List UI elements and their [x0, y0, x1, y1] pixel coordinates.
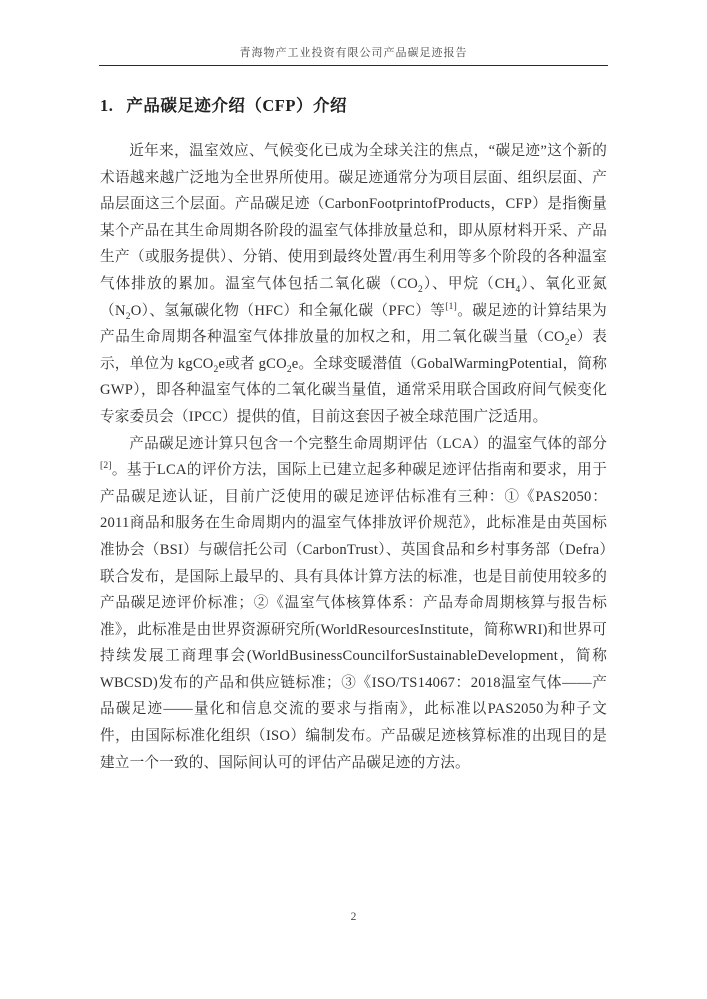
- text-column: [100, 138, 607, 776]
- page-number: 2: [350, 911, 357, 923]
- document-body: [0, 95, 707, 776]
- section-number: 1.: [100, 96, 114, 115]
- header-title: 青海物产工业投资有限公司产品碳足迹报告: [239, 47, 468, 59]
- page-header: [0, 0, 707, 66]
- page-footer: [0, 907, 707, 925]
- paragraph-intro-carbon-footprint: 近年来，温室效应、气候变化已成为全球关注的焦点，“碳足迹”这个新的术语越来越广泛地为全世界所使用。碳足迹通常分为项目层面、组织层面、产品层面这三个层面。产品碳足迹（CarbonFootprintofProducts，CFP）是指衡量某个产品在其生命周期各阶段的温室气体排放量总和，即从原材料开采、产品生产（或服务提供）、分销、使用到最终处置/再生利用等多个阶段的各种温室气体排放的累加。温室气体包括二氧化碳$(CO_2)$、甲烷$(CH_4)$、氧化亚氮$(N_2O)$、氢氟碳化物（HFC）和全氟化碳（PFC）等[1]。碳足迹的计算结果为产品生命周期各种温室气体排放量的加权之和，用二氧化碳当量$(CO_2e)$表示，单位为 kgCO$_2$e或者 gCO$_2$e。全球变暖潜值（GobalWarmingPotential，简称 GWP），即各种温室气体的二氧化碳当量值，通常采用联合国政府间气候变化专家委员会（IPCC）提供的值，目前这套因子被全球范围广泛适用。: [100, 143, 608, 425]
- header-rule: [99, 65, 608, 66]
- section-heading: [100, 95, 607, 117]
- paragraph-lca-standards: 产品碳足迹计算只包含一个完整生命周期评估（LCA）的温室气体的部分[2]。基于LCA的评价方法，国际上已建立起多种碳足迹评估指南和要求，用于产品碳足迹认证，目前广泛使用的碳足迹评估标准有三种：①《PAS2050：2011商品和服务在生命周期内的温室气体排放评价规范》，此标准是由英国标准协会（BSI）与碳信托公司（CarbonTrust）、英国食品和乡村事务部（Defra）联合发布，是国际上最早的、具有具体计算方法的标准，也是目前使用较多的产品碳足迹评价标准；②《温室气体核算体系：产品寿命周期核算与报告标准》，此标准是由世界资源研究所(WorldResourcesInstitute，简称WRI)和世界可持续发展工商理事会(WorldBusinessCouncilforSustainableDevelopment，简称WBCSD)发布的产品和供应链标准；③《ISO/TS14067：2018温室气体——产品碳足迹——量化和信息交流的要求与指南》，此标准以PAS2050为种子文件，由国际标准化组织（ISO）编制发布。产品碳足迹核算标准的出现目的是建立一个一致的、国际间认可的评估产品碳足迹的方法。: [100, 435, 607, 771]
- section-title: 产品碳足迹介绍（CFP）介绍: [126, 96, 347, 115]
